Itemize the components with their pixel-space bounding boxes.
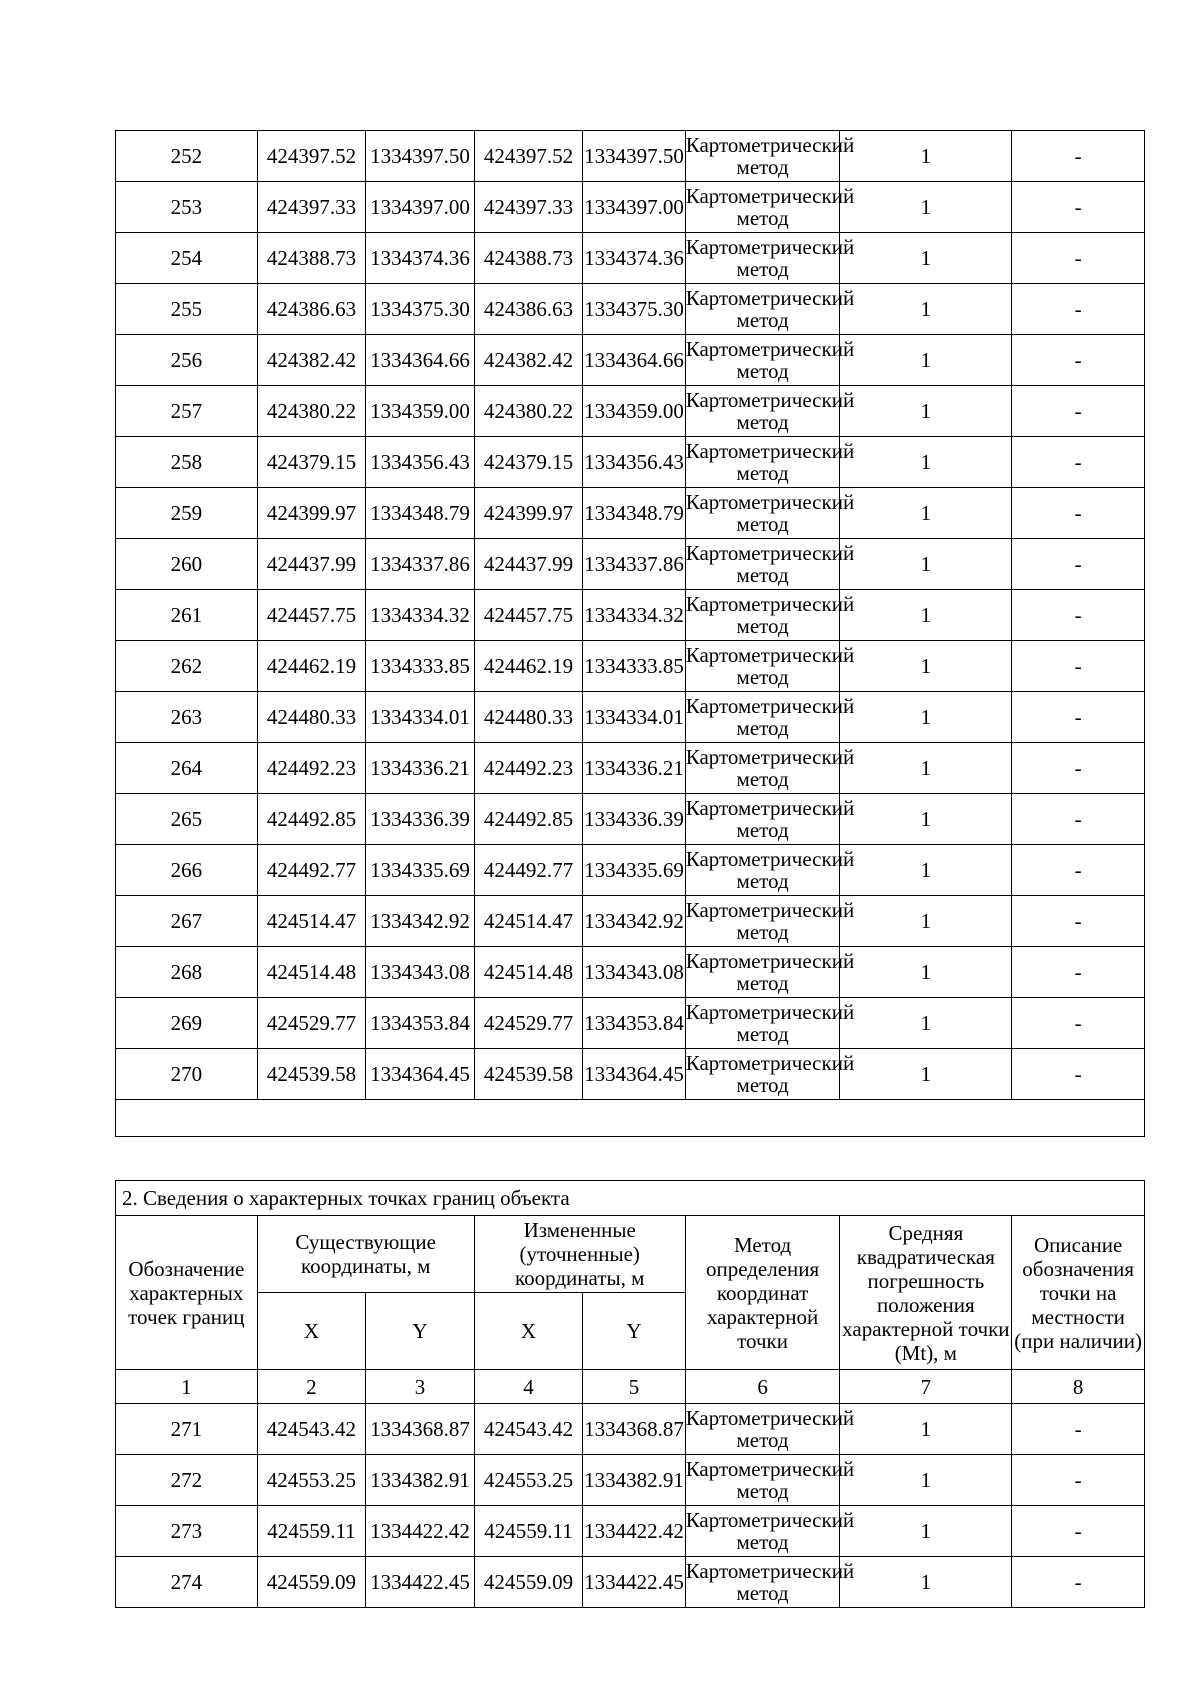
empty-row: [116, 1100, 1145, 1137]
changed-y: 1334342.92: [583, 896, 685, 947]
column-number: 6: [685, 1370, 840, 1404]
changed-x: 424492.85: [474, 794, 583, 845]
method: Картометрический метод: [685, 947, 840, 998]
coordinates-table-continued: [115, 130, 1145, 1137]
changed-y: 1334335.69: [583, 845, 685, 896]
changed-y: 1334336.39: [583, 794, 685, 845]
table-row: [116, 947, 1145, 998]
table-row: [116, 1455, 1145, 1506]
changed-x: 424559.09: [474, 1557, 583, 1608]
existing-x: 424382.42: [257, 335, 366, 386]
point-number: 263: [116, 692, 258, 743]
existing-x: 424492.77: [257, 845, 366, 896]
point-number: 261: [116, 590, 258, 641]
accuracy-mt: 1: [840, 641, 1012, 692]
changed-y: 1334334.32: [583, 590, 685, 641]
column-number: 2: [257, 1370, 366, 1404]
existing-x: 424457.75: [257, 590, 366, 641]
point-number: 254: [116, 233, 258, 284]
table-row: [116, 539, 1145, 590]
accuracy-mt: 1: [840, 386, 1012, 437]
changed-x: 424388.73: [474, 233, 583, 284]
header-existing-x: X: [257, 1293, 366, 1370]
header-method: Метод определения координат характерной точки: [685, 1216, 840, 1370]
table-title: 2. Сведения о характерных точках границ объекта: [116, 1181, 1145, 1216]
changed-x: 424514.48: [474, 947, 583, 998]
existing-y: 1334356.43: [366, 437, 475, 488]
point-description: -: [1012, 590, 1145, 641]
table-row: [116, 488, 1145, 539]
table-row: [116, 590, 1145, 641]
table-row: [116, 743, 1145, 794]
point-description: -: [1012, 386, 1145, 437]
existing-y: 1334364.45: [366, 1049, 475, 1100]
method: Картометрический метод: [685, 590, 840, 641]
accuracy-mt: 1: [840, 284, 1012, 335]
table-row: [116, 794, 1145, 845]
table-row: [116, 284, 1145, 335]
changed-y: 1334356.43: [583, 437, 685, 488]
existing-y: 1334343.08: [366, 947, 475, 998]
changed-x: 424492.23: [474, 743, 583, 794]
table-row: [116, 896, 1145, 947]
existing-x: 424514.47: [257, 896, 366, 947]
existing-y: 1334364.66: [366, 335, 475, 386]
accuracy-mt: 1: [840, 947, 1012, 998]
existing-x: 424380.22: [257, 386, 366, 437]
header-point-designation: Обозначение характерных точек границ: [116, 1216, 258, 1370]
header-description: Описание обозначения точки на местности (при наличии): [1012, 1216, 1145, 1370]
method: Картометрический метод: [685, 131, 840, 182]
accuracy-mt: 1: [840, 845, 1012, 896]
method: Картометрический метод: [685, 743, 840, 794]
changed-x: 424380.22: [474, 386, 583, 437]
existing-x: 424553.25: [257, 1455, 366, 1506]
changed-y: 1334397.50: [583, 131, 685, 182]
existing-x: 424397.33: [257, 182, 366, 233]
header-changed-coords: Измененные (уточненные) координаты, м: [474, 1216, 685, 1293]
method: Картометрический метод: [685, 1455, 840, 1506]
point-description: -: [1012, 488, 1145, 539]
existing-y: 1334334.32: [366, 590, 475, 641]
accuracy-mt: 1: [840, 743, 1012, 794]
existing-y: 1334342.92: [366, 896, 475, 947]
accuracy-mt: 1: [840, 692, 1012, 743]
changed-x: 424480.33: [474, 692, 583, 743]
table-row: [116, 182, 1145, 233]
point-description: -: [1012, 131, 1145, 182]
point-number: 259: [116, 488, 258, 539]
existing-y: 1334422.45: [366, 1557, 475, 1608]
point-number: 269: [116, 998, 258, 1049]
changed-y: 1334422.45: [583, 1557, 685, 1608]
changed-x: 424529.77: [474, 998, 583, 1049]
accuracy-mt: 1: [840, 539, 1012, 590]
existing-x: 424379.15: [257, 437, 366, 488]
changed-x: 424386.63: [474, 284, 583, 335]
existing-y: 1334336.39: [366, 794, 475, 845]
point-number: 253: [116, 182, 258, 233]
changed-y: 1334334.01: [583, 692, 685, 743]
method: Картометрический метод: [685, 845, 840, 896]
header-existing-y: Y: [366, 1293, 475, 1370]
existing-y: 1334353.84: [366, 998, 475, 1049]
changed-y: 1334359.00: [583, 386, 685, 437]
existing-x: 424462.19: [257, 641, 366, 692]
method: Картометрический метод: [685, 692, 840, 743]
changed-x: 424559.11: [474, 1506, 583, 1557]
existing-x: 424386.63: [257, 284, 366, 335]
point-number: 267: [116, 896, 258, 947]
accuracy-mt: 1: [840, 437, 1012, 488]
method: Картометрический метод: [685, 1557, 840, 1608]
point-number: 273: [116, 1506, 258, 1557]
point-description: -: [1012, 641, 1145, 692]
changed-y: 1334374.36: [583, 233, 685, 284]
table-row: [116, 437, 1145, 488]
existing-y: 1334382.91: [366, 1455, 475, 1506]
existing-x: 424437.99: [257, 539, 366, 590]
accuracy-mt: 1: [840, 335, 1012, 386]
point-number: 252: [116, 131, 258, 182]
header-accuracy: Средняя квадратическая погрешность положения характерной точки (Mt), м: [840, 1216, 1012, 1370]
accuracy-mt: 1: [840, 488, 1012, 539]
table-row: [116, 386, 1145, 437]
point-description: -: [1012, 794, 1145, 845]
method: Картометрический метод: [685, 1404, 840, 1455]
point-number: 271: [116, 1404, 258, 1455]
changed-x: 424379.15: [474, 437, 583, 488]
existing-x: 424559.09: [257, 1557, 366, 1608]
accuracy-mt: 1: [840, 182, 1012, 233]
table-row: [116, 233, 1145, 284]
existing-x: 424559.11: [257, 1506, 366, 1557]
changed-x: 424539.58: [474, 1049, 583, 1100]
existing-y: 1334397.50: [366, 131, 475, 182]
existing-x: 424397.52: [257, 131, 366, 182]
changed-x: 424399.97: [474, 488, 583, 539]
existing-y: 1334397.00: [366, 182, 475, 233]
point-description: -: [1012, 998, 1145, 1049]
point-description: -: [1012, 1455, 1145, 1506]
accuracy-mt: 1: [840, 233, 1012, 284]
existing-x: 424480.33: [257, 692, 366, 743]
method: Картометрический метод: [685, 1049, 840, 1100]
changed-y: 1334337.86: [583, 539, 685, 590]
existing-x: 424388.73: [257, 233, 366, 284]
header-existing-coords: Существующие координаты, м: [257, 1216, 474, 1293]
point-description: -: [1012, 845, 1145, 896]
changed-y: 1334353.84: [583, 998, 685, 1049]
existing-y: 1334334.01: [366, 692, 475, 743]
point-number: 256: [116, 335, 258, 386]
method: Картометрический метод: [685, 1506, 840, 1557]
column-number: 4: [474, 1370, 583, 1404]
accuracy-mt: 1: [840, 590, 1012, 641]
point-description: -: [1012, 896, 1145, 947]
method: Картометрический метод: [685, 182, 840, 233]
existing-x: 424529.77: [257, 998, 366, 1049]
point-description: -: [1012, 947, 1145, 998]
changed-y: 1334333.85: [583, 641, 685, 692]
point-description: -: [1012, 233, 1145, 284]
accuracy-mt: 1: [840, 1557, 1012, 1608]
changed-x: 424514.47: [474, 896, 583, 947]
method: Картометрический метод: [685, 794, 840, 845]
method: Картометрический метод: [685, 488, 840, 539]
column-number: 3: [366, 1370, 475, 1404]
table-row: [116, 1557, 1145, 1608]
point-number: 266: [116, 845, 258, 896]
changed-y: 1334336.21: [583, 743, 685, 794]
point-description: -: [1012, 182, 1145, 233]
point-description: -: [1012, 1506, 1145, 1557]
method: Картометрический метод: [685, 641, 840, 692]
table-row: [116, 1049, 1145, 1100]
point-description: -: [1012, 437, 1145, 488]
accuracy-mt: 1: [840, 1404, 1012, 1455]
point-number: 265: [116, 794, 258, 845]
point-description: -: [1012, 692, 1145, 743]
column-number: 8: [1012, 1370, 1145, 1404]
accuracy-mt: 1: [840, 896, 1012, 947]
changed-y: 1334364.45: [583, 1049, 685, 1100]
existing-x: 424543.42: [257, 1404, 366, 1455]
existing-x: 424514.48: [257, 947, 366, 998]
header-changed-x: X: [474, 1293, 583, 1370]
changed-y: 1334343.08: [583, 947, 685, 998]
changed-x: 424437.99: [474, 539, 583, 590]
method: Картометрический метод: [685, 539, 840, 590]
changed-x: 424553.25: [474, 1455, 583, 1506]
existing-y: 1334422.42: [366, 1506, 475, 1557]
existing-y: 1334348.79: [366, 488, 475, 539]
table-row: [116, 335, 1145, 386]
accuracy-mt: 1: [840, 1506, 1012, 1557]
point-number: 274: [116, 1557, 258, 1608]
point-description: -: [1012, 1404, 1145, 1455]
method: Картометрический метод: [685, 284, 840, 335]
point-description: -: [1012, 1049, 1145, 1100]
changed-x: 424462.19: [474, 641, 583, 692]
existing-y: 1334337.86: [366, 539, 475, 590]
changed-x: 424457.75: [474, 590, 583, 641]
existing-y: 1334359.00: [366, 386, 475, 437]
changed-x: 424543.42: [474, 1404, 583, 1455]
point-number: 264: [116, 743, 258, 794]
accuracy-mt: 1: [840, 131, 1012, 182]
accuracy-mt: 1: [840, 1455, 1012, 1506]
point-description: -: [1012, 335, 1145, 386]
changed-x: 424397.52: [474, 131, 583, 182]
boundary-points-table: [115, 1180, 1145, 1608]
existing-y: 1334335.69: [366, 845, 475, 896]
point-description: -: [1012, 539, 1145, 590]
changed-x: 424382.42: [474, 335, 583, 386]
point-number: 270: [116, 1049, 258, 1100]
table-row: [116, 1506, 1145, 1557]
point-number: 258: [116, 437, 258, 488]
table-row: [116, 641, 1145, 692]
point-number: 272: [116, 1455, 258, 1506]
table-row: [116, 692, 1145, 743]
column-number: 7: [840, 1370, 1012, 1404]
method: Картометрический метод: [685, 386, 840, 437]
changed-y: 1334368.87: [583, 1404, 685, 1455]
table-row: [116, 131, 1145, 182]
accuracy-mt: 1: [840, 1049, 1012, 1100]
point-number: 255: [116, 284, 258, 335]
header-changed-y: Y: [583, 1293, 685, 1370]
changed-y: 1334382.91: [583, 1455, 685, 1506]
existing-y: 1334336.21: [366, 743, 475, 794]
existing-x: 424539.58: [257, 1049, 366, 1100]
existing-x: 424492.23: [257, 743, 366, 794]
changed-y: 1334348.79: [583, 488, 685, 539]
existing-y: 1334333.85: [366, 641, 475, 692]
changed-y: 1334422.42: [583, 1506, 685, 1557]
changed-y: 1334375.30: [583, 284, 685, 335]
point-description: -: [1012, 743, 1145, 794]
accuracy-mt: 1: [840, 998, 1012, 1049]
table-row: [116, 1404, 1145, 1455]
table-row: [116, 998, 1145, 1049]
point-number: 257: [116, 386, 258, 437]
existing-y: 1334368.87: [366, 1404, 475, 1455]
point-description: -: [1012, 284, 1145, 335]
method: Картометрический метод: [685, 437, 840, 488]
point-number: 268: [116, 947, 258, 998]
changed-y: 1334397.00: [583, 182, 685, 233]
column-number: 5: [583, 1370, 685, 1404]
changed-y: 1334364.66: [583, 335, 685, 386]
method: Картометрический метод: [685, 896, 840, 947]
accuracy-mt: 1: [840, 794, 1012, 845]
method: Картометрический метод: [685, 233, 840, 284]
column-number: 1: [116, 1370, 258, 1404]
table-row: [116, 845, 1145, 896]
point-number: 262: [116, 641, 258, 692]
method: Картометрический метод: [685, 335, 840, 386]
existing-y: 1334375.30: [366, 284, 475, 335]
existing-x: 424492.85: [257, 794, 366, 845]
method: Картометрический метод: [685, 998, 840, 1049]
point-number: 260: [116, 539, 258, 590]
point-description: -: [1012, 1557, 1145, 1608]
changed-x: 424397.33: [474, 182, 583, 233]
existing-x: 424399.97: [257, 488, 366, 539]
existing-y: 1334374.36: [366, 233, 475, 284]
changed-x: 424492.77: [474, 845, 583, 896]
